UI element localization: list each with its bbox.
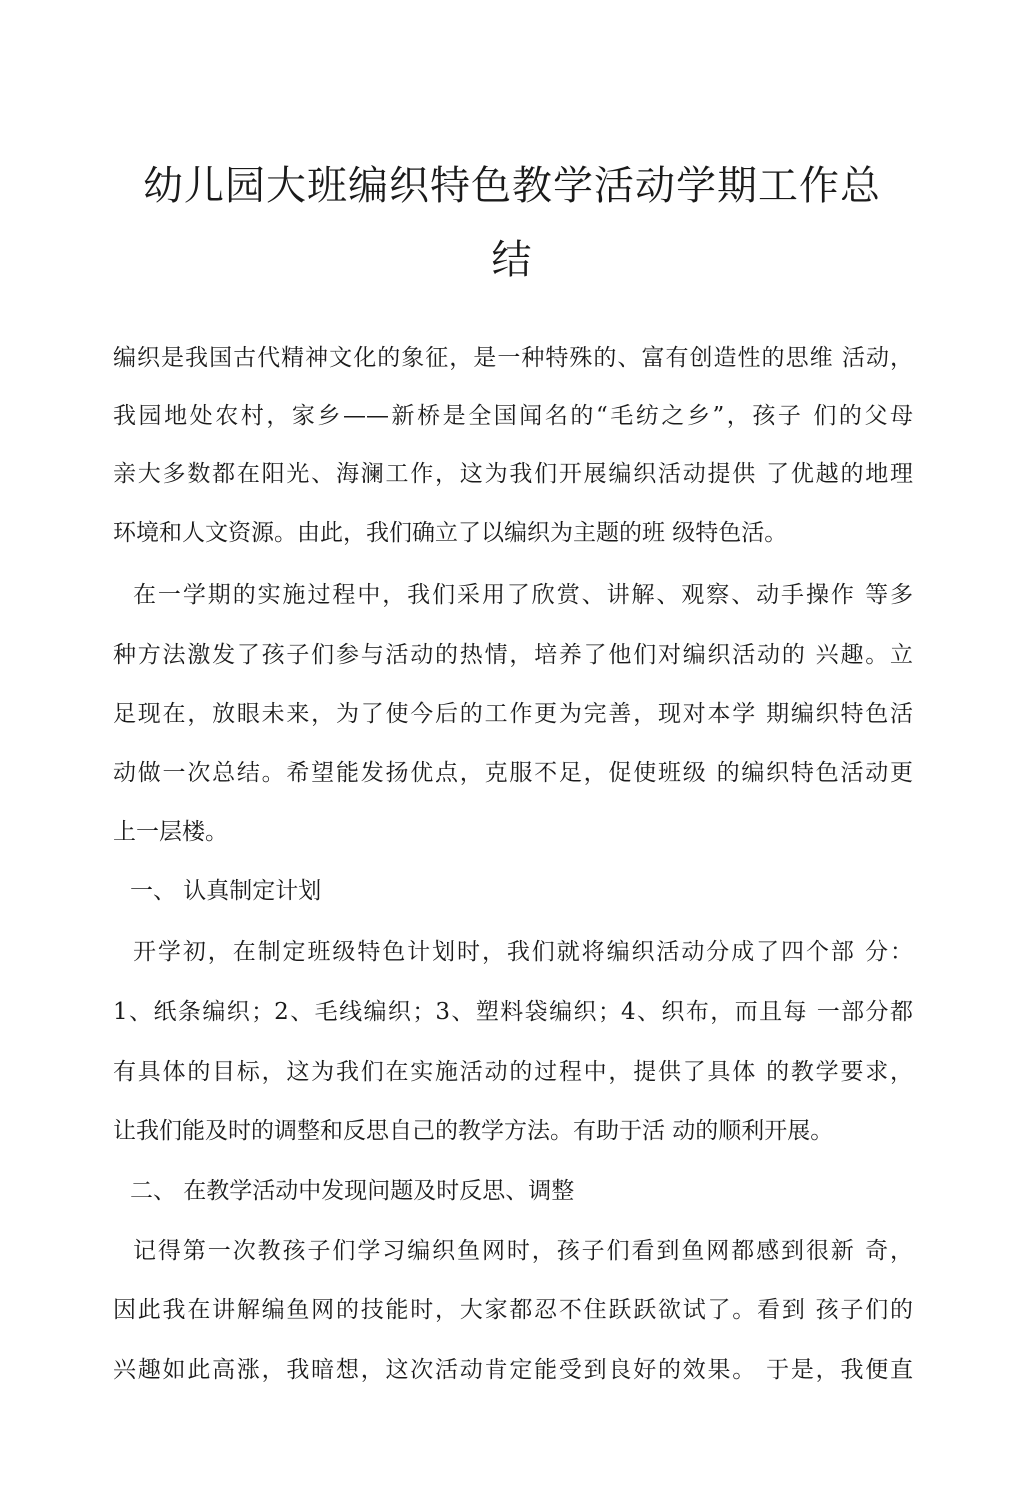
paragraph-line: 动做一次总结。希望能发扬优点，克服不足，促使班级 的编织特色活动更 [113,760,913,786]
paragraph-line: 1、纸条编织；2、毛线编织；3、塑料袋编织；4、织布，而且每 一部分都 [113,999,913,1025]
document-title-line-1: 幼儿园大班编织特色教学活动学期工作总 [143,163,881,209]
paragraph-line: 编织是我国古代精神文化的象征，是一种特殊的、富有创造性的思维 活动， [113,345,913,371]
paragraph-line: 足现在，放眼未来，为了使今后的工作更为完善，现对本学 期编织特色活 [113,701,913,727]
paragraph-line: 开学初，在制定班级特色计划时，我们就将编织活动分成了四个部 分： [133,939,913,965]
section-heading-1: 一、 认真制定计划 [130,878,322,904]
paragraph-line: 我园地处农村，家乡——新桥是全国闻名的“毛纺之乡”，孩子 们的父母 [113,403,913,429]
paragraph-line: 兴趣如此高涨，我暗想，这次活动肯定能受到良好的效果。 于是，我便直 [113,1357,913,1383]
paragraph-line: 让我们能及时的调整和反思自己的教学方法。有助于活 动的顺利开展。 [113,1118,834,1144]
paragraph-line: 环境和人文资源。由此，我们确立了以编织为主题的班 级特色活。 [113,520,788,546]
paragraph-line: 种方法激发了孩子们参与活动的热情，培养了他们对编织活动的 兴趣。立 [113,642,913,668]
document-title-line-2: 结 [491,237,533,283]
section-heading-2: 二、 在教学活动中发现问题及时反思、调整 [130,1178,575,1204]
paragraph-line: 上一层楼。 [113,819,228,845]
paragraph-line: 因此我在讲解编鱼网的技能时，大家都忍不住跃跃欲试了。看到 孩子们的 [113,1297,913,1323]
paragraph-line: 有具体的目标，这为我们在实施活动的过程中，提供了具体 的教学要求， [113,1059,913,1085]
paragraph-line: 记得第一次教孩子们学习编织鱼网时，孩子们看到鱼网都感到很新 奇， [133,1238,913,1264]
paragraph-line: 亲大多数都在阳光、海澜工作，这为我们开展编织活动提供 了优越的地理 [113,461,913,487]
paragraph-line: 在一学期的实施过程中，我们采用了欣赏、讲解、观察、动手操作 等多 [133,582,913,608]
